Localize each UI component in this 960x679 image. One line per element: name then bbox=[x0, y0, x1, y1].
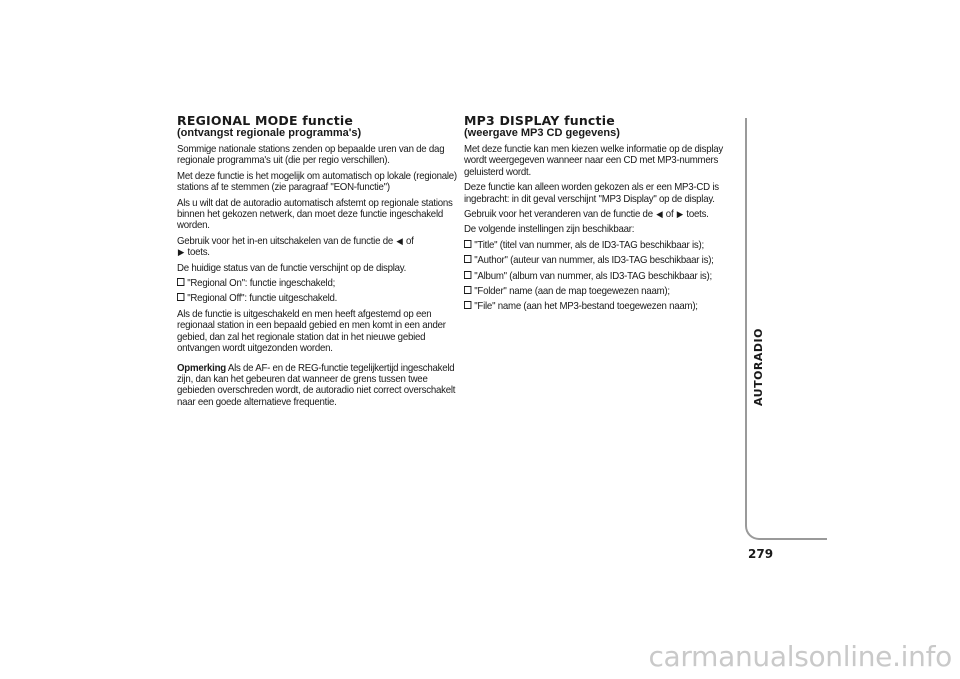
text: Gebruik voor het veranderen van de functie de bbox=[464, 209, 653, 221]
watermark: carmanualsonline.info bbox=[648, 640, 952, 673]
list-item-text: "Title" (titel van nummer, als de ID3-TAG beschikbaar is); bbox=[474, 239, 704, 251]
paragraph: Met deze functie kan men kiezen welke informatie op de display wordt weergegeven wanneer naar een CD met MP3-nummers geluisterd wordt. bbox=[464, 144, 723, 178]
list-item bbox=[177, 278, 461, 289]
paragraph: Sommige nationale stations zenden op bepaalde uren van de dag regionale programma's uit (die per regio verschillen). bbox=[177, 144, 445, 167]
checkbox-bullet-icon bbox=[177, 278, 184, 286]
list-item-text: "Author" (auteur van nummer, als ID3-TAG beschikbaar is); bbox=[474, 255, 714, 267]
paragraph: Met deze functie is het mogelijk om automatisch op lokale (regionale) stations af te stemmen (zie paragraaf "EON-functie") bbox=[177, 170, 457, 194]
right-arrow-icon: ▶ bbox=[676, 209, 684, 220]
list-item bbox=[464, 271, 748, 282]
text: toets. bbox=[686, 209, 709, 221]
text: toets. bbox=[187, 247, 210, 259]
paragraph: Deze functie kan alleen worden gekozen als er een MP3-CD is ingebracht: in dit geval verschijnt "MP3 Display" op de display. bbox=[464, 182, 719, 205]
checkbox-bullet-icon bbox=[464, 286, 471, 294]
list-item bbox=[177, 293, 461, 304]
section-title: MP3 DISPLAY functie bbox=[464, 113, 615, 128]
list-item-text: "File" name (aan het MP3-bestand toegewezen naam); bbox=[474, 301, 698, 313]
right-column bbox=[464, 114, 754, 317]
section-subtitle: (weergave MP3 CD gegevens) bbox=[464, 127, 620, 139]
list-item bbox=[464, 255, 748, 266]
list-item-text: "Regional On": functie ingeschakeld; bbox=[187, 278, 336, 290]
list-item-text: "Regional Off": functie uitgeschakeld. bbox=[187, 293, 338, 305]
chapter-label: AUTORADIO bbox=[752, 328, 765, 407]
list-item bbox=[464, 301, 748, 312]
checkbox-bullet-icon bbox=[464, 301, 471, 309]
list-item bbox=[464, 286, 748, 297]
checkbox-bullet-icon bbox=[464, 240, 471, 248]
text: Gebruik voor het in-en uitschakelen van de functie de bbox=[177, 235, 393, 247]
checkbox-bullet-icon bbox=[177, 293, 184, 301]
paragraph: De volgende instellingen zijn beschikbaar: bbox=[464, 224, 635, 236]
left-arrow-icon: ◀ bbox=[656, 209, 663, 220]
list-item-text: "Album" (album van nummer, als ID3-TAG beschikbaar is); bbox=[474, 270, 712, 282]
checkbox-bullet-icon bbox=[464, 255, 471, 263]
section-subtitle: (ontvangst regionale programma's) bbox=[177, 127, 362, 139]
left-arrow-icon: ◀ bbox=[396, 235, 403, 246]
list-item bbox=[464, 240, 748, 251]
note-text: Als de AF- en de REG-functie tegelijkertijd ingeschakeld zijn, dan kan het gebeuren dat wanneer de grens tussen twee gebieden overschreden wordt, de autoradio niet correct overschakelt naar een goede alternatieve frequentie. bbox=[177, 362, 456, 408]
paragraph: Als de functie is uitgeschakeld en men heeft afgestemd op een regionaal station in een bepaald gebied en men komt in een ander gebied, dan zal het regionale station dat in het nieuwe gebied ontvangen wordt uitgezonden worden. bbox=[177, 308, 446, 355]
right-arrow-icon: ▶ bbox=[177, 247, 185, 258]
list-item-text: "Folder" name (aan de map toegewezen naam); bbox=[474, 286, 670, 298]
paragraph-with-arrows bbox=[464, 209, 748, 220]
section-title: REGIONAL MODE functie bbox=[177, 113, 354, 128]
paragraph: De huidige status van de functie verschijnt op de display. bbox=[177, 262, 407, 274]
note-label: Opmerking bbox=[177, 362, 226, 374]
paragraph: Als u wilt dat de autoradio automatisch afstemt op regionale stations binnen het gekozen netwerk, dan moet deze functie ingeschakeld worden. bbox=[177, 197, 453, 232]
checkbox-bullet-icon bbox=[464, 271, 471, 279]
left-column bbox=[177, 114, 467, 412]
paragraph-with-arrows bbox=[177, 236, 461, 259]
text: of bbox=[405, 235, 414, 247]
note bbox=[177, 363, 461, 409]
text: of bbox=[665, 209, 674, 221]
page-number: 279 bbox=[748, 547, 774, 561]
